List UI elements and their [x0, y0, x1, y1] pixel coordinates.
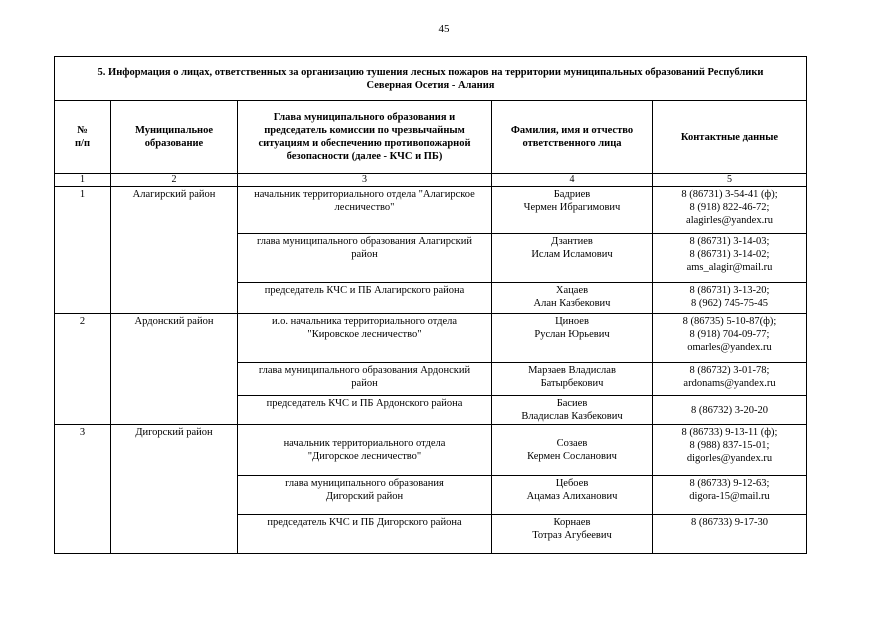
contacts-cell — [653, 234, 807, 283]
table-row — [55, 314, 807, 363]
position-cell — [238, 187, 492, 234]
contact-line: 8 (86733) 9-17-30 — [691, 517, 768, 528]
header-head — [238, 101, 492, 174]
column-number: 3 — [238, 174, 492, 187]
header-line: Контактные данные — [680, 131, 779, 143]
header-line: п/п — [74, 138, 91, 149]
contact-line: 8 (918) 822-46-72; — [689, 202, 770, 213]
person-line: Тотраз Агубеевич — [532, 530, 612, 541]
position-line: "Кировское лесничество" — [307, 329, 422, 340]
person-cell — [492, 515, 653, 554]
position-line: район — [351, 378, 378, 389]
municipality-name: Ардонский район — [111, 314, 238, 425]
position-cell — [238, 363, 492, 396]
person-line: Циноев — [555, 316, 589, 327]
person-cell — [492, 425, 653, 476]
contacts-cell — [653, 476, 807, 515]
column-number: 4 — [492, 174, 653, 187]
contacts-cell — [653, 425, 807, 476]
person-cell — [492, 476, 653, 515]
person-line: Хацаев — [555, 285, 589, 296]
header-line: ответственного лица — [522, 138, 622, 149]
header-line: № — [77, 125, 88, 136]
contacts-cell — [653, 314, 807, 363]
column-number: 2 — [111, 174, 238, 187]
table-header-row — [55, 101, 807, 174]
position-cell — [238, 234, 492, 283]
contact-line: 8 (86732) 3-01-78; — [689, 365, 770, 376]
header-municipality — [111, 101, 238, 174]
person-line: Ацамаз Алиханович — [526, 491, 618, 502]
responsible-persons-table — [54, 56, 807, 554]
person-line: Корнаев — [553, 517, 591, 528]
row-number: 3 — [55, 425, 111, 554]
contact-line: 8 (988) 837-15-01; — [689, 440, 770, 451]
contact-line: digora-15@mail.ru — [689, 491, 770, 502]
header-line: председатель комиссии по чрезвычайным — [264, 125, 465, 136]
person-line: Руслан Юрьевич — [534, 329, 610, 340]
person-line: Владислав Казбекович — [521, 411, 623, 422]
position-line: и.о. начальника территориального отдела — [271, 316, 458, 327]
position-line: председатель КЧС и ПБ Ардонского района — [266, 398, 463, 409]
contacts-cell — [653, 187, 807, 234]
position-line: председатель КЧС и ПБ Алагирского района — [264, 285, 465, 296]
contact-line: 8 (86733) 9-13-11 (ф); — [681, 427, 778, 438]
position-cell — [238, 314, 492, 363]
contact-line: 8 (86731) 3-13-20; — [689, 285, 770, 296]
row-number: 2 — [55, 314, 111, 425]
person-line: Цебоев — [555, 478, 589, 489]
contact-line: 8 (962) 745-75-45 — [691, 298, 768, 309]
position-cell — [238, 425, 492, 476]
person-line: Басиев — [556, 398, 588, 409]
contact-line: 8 (86731) 3-14-03; — [689, 236, 770, 247]
table-title-line: 5. Информация о лицах, ответственных за организацию тушения лесных пожаров на территории муниципальных образований Республики — [97, 66, 764, 78]
contact-line: alagirles@yandex.ru — [686, 215, 773, 226]
position-line: глава муниципального образования — [285, 478, 444, 489]
header-line: ситуациям и обеспечению противопожарной — [258, 138, 471, 149]
position-line: председатель КЧС и ПБ Дигорского района — [267, 517, 462, 528]
page-number: 45 — [438, 23, 450, 35]
table-title — [55, 57, 807, 101]
contact-line: ams_alagir@mail.ru — [686, 262, 773, 273]
person-line: Дзантиев — [551, 236, 593, 247]
person-cell — [492, 363, 653, 396]
header-line: образование — [144, 138, 204, 149]
contact-line: 8 (86732) 3-20-20 — [691, 404, 768, 416]
person-line: Бадриев — [553, 189, 591, 200]
person-line: Алан Казбекович — [533, 298, 611, 309]
person-line: Кермен Сосланович — [527, 451, 617, 462]
position-line: лесничество" — [334, 202, 395, 213]
person-line: Ислам Исламович — [531, 249, 613, 260]
position-line: глава муниципального образования Ардонский — [258, 365, 471, 376]
position-line: "Дигорское лесничество" — [307, 451, 422, 462]
column-number-row — [55, 174, 807, 187]
table-title-line: Северная Осетия - Алания — [366, 79, 495, 91]
person-line: Батырбекович — [540, 378, 604, 389]
person-cell — [492, 187, 653, 234]
column-number: 5 — [653, 174, 807, 187]
person-line: Чермен Ибрагимович — [523, 202, 621, 213]
header-contacts — [653, 101, 807, 174]
position-cell — [238, 476, 492, 515]
position-line: начальник территориального отдела "Алагирское — [254, 189, 475, 200]
contacts-cell — [653, 396, 807, 425]
contact-line: ardonams@yandex.ru — [683, 378, 776, 389]
contact-line: 8 (86731) 3-14-02; — [689, 249, 770, 260]
person-cell — [492, 234, 653, 283]
table-title-row — [55, 57, 807, 101]
header-line: Фамилия, имя и отчество — [510, 125, 634, 136]
row-number: 1 — [55, 187, 111, 314]
person-cell — [492, 314, 653, 363]
person-line: Созаев — [556, 438, 588, 449]
contacts-cell — [653, 515, 807, 554]
contact-line: 8 (86731) 3-54-41 (ф); — [681, 189, 778, 200]
header-line: безопасности (далее - КЧС и ПБ) — [286, 151, 443, 162]
contact-line: 8 (918) 704-09-77; — [689, 329, 770, 340]
person-line: Марзаев Владислав — [528, 365, 616, 376]
position-line: Дигорский район — [325, 491, 404, 502]
person-cell — [492, 396, 653, 425]
position-cell — [238, 283, 492, 314]
municipality-name: Дигорский район — [111, 425, 238, 554]
position-line: начальник территориального отдела — [283, 438, 446, 449]
table-row — [55, 187, 807, 234]
contact-line: omarles@yandex.ru — [687, 342, 772, 353]
person-cell — [492, 283, 653, 314]
position-cell — [238, 396, 492, 425]
header-person — [492, 101, 653, 174]
position-cell — [238, 515, 492, 554]
position-line: глава муниципального образования Алагирский — [256, 236, 472, 247]
municipality-name: Алагирский район — [111, 187, 238, 314]
header-num — [55, 101, 111, 174]
contacts-cell — [653, 363, 807, 396]
column-number: 1 — [55, 174, 111, 187]
contact-line: digorles@yandex.ru — [686, 453, 773, 464]
contact-line: 8 (86733) 9-12-63; — [689, 478, 770, 489]
header-line: Глава муниципального образования и — [273, 112, 456, 123]
position-line: район — [351, 249, 378, 260]
contact-line: 8 (86735) 5-10-87(ф); — [682, 316, 777, 327]
contacts-cell — [653, 283, 807, 314]
header-line: Муниципальное — [134, 125, 214, 136]
table-row — [55, 425, 807, 476]
